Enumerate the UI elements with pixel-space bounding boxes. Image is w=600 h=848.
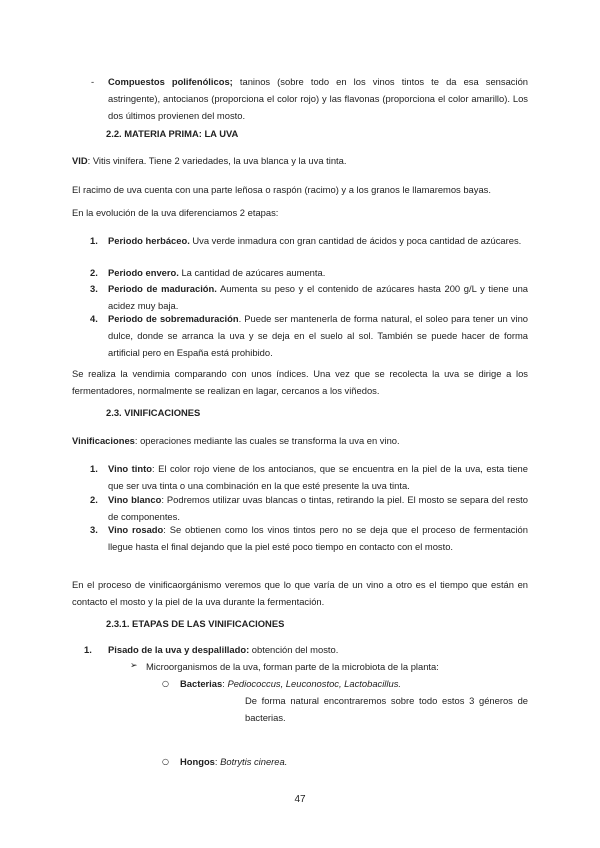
circle-bullet-icon: ○	[162, 679, 169, 688]
etapa-item-maduracion	[108, 280, 528, 314]
dash-bullet: -	[91, 76, 95, 87]
etapa-item-herbaceo	[108, 232, 528, 249]
microorganismos-item: Microorganismos de la uva, forman parte de la microbiota de la planta:	[146, 661, 439, 672]
etapa-term: Periodo envero.	[108, 267, 179, 278]
vinificaciones-term: Vinificaciones	[72, 435, 135, 446]
bacterias-colon: :	[222, 678, 228, 689]
hongos-colon: :	[214, 756, 221, 767]
section-heading-2-2: 2.2. MATERIA PRIMA: LA UVA	[106, 128, 239, 139]
etapa-text: . Puede ser mantenerla de forma natural, el soleo para tener un vino dulce, donde se arranca la uva y se deja en el suelo al sol. También se puede hacer de forma artificial pero en España está prohibido.	[108, 313, 528, 358]
evolucion-intro: En la evolución de la uva diferenciamos 2 etapas:	[72, 207, 279, 218]
etapa-text: Uva verde inmadura con gran cantidad de ácidos y poca cantidad de azúcares.	[189, 235, 522, 246]
polifenolicos-term: Compuestos polifenólicos;	[108, 76, 233, 87]
etapa-vinificacion-number: 1.	[84, 644, 92, 655]
racimo-paragraph: El racimo de uva cuenta con una parte leñosa o raspón (racimo) y a los granos le llamaremos bayas.	[72, 184, 491, 195]
polifenolicos-paragraph	[108, 73, 528, 124]
section-heading-2-3-1: 2.3.1. ETAPAS DE LAS VINIFICACIONES	[106, 618, 285, 629]
etapa-number: 2.	[90, 267, 98, 278]
circle-bullet-icon: ○	[162, 757, 169, 766]
tipo-number: 2.	[90, 494, 98, 505]
etapa-number: 3.	[90, 283, 98, 294]
etapa-term: Periodo herbáceo.	[108, 235, 190, 246]
tipo-text: : El color rojo viene de los antocianos, que se encuentra en la piel de la uva, esta tiene que ser uva tinta o una combinación en la que esté presente la uva tinta.	[108, 463, 528, 491]
etapa-vinificacion-term: Pisado de la uva y despalillado:	[108, 644, 250, 655]
etapa-item-envero	[108, 264, 325, 281]
page-number: 47	[294, 794, 306, 805]
vid-term: VID	[72, 155, 88, 166]
section-heading-2-3: 2.3. VINIFICACIONES	[106, 407, 201, 418]
hongos-species: Botrytis cinerea.	[220, 756, 288, 767]
proceso-paragraph: En el proceso de vinificaorgánismo veremos que lo que varía de un vino a otro es el tiempo que están en contacto el mosto y la piel de la uva durante la fermentación.	[72, 579, 528, 607]
bacterias-item	[180, 675, 401, 692]
bacterias-species: Pediococcus, Leuconostoc, Lactobacillus.	[227, 678, 401, 689]
tipo-text: : Podremos utilizar uvas blancas o tintas, retirando la piel. El mosto se separa del resto de componentes.	[108, 494, 528, 522]
vid-paragraph	[72, 152, 346, 169]
etapa-vinificacion-text: obtención del mosto.	[249, 644, 339, 655]
vendimia-paragraph: Se realiza la vendimia comparando con unos índices. Una vez que se recolecta la uva se dirige a los fermentadores, normalmente se realizan en lagar, cercanos a los viñedos.	[72, 368, 528, 396]
tipo-text: : Se obtienen como los vinos tintos pero no se deja que el proceso de fermentación llegue hasta el final dejando que la piel esté poco tiempo en contacto con el mosto.	[108, 524, 528, 552]
bacterias-term: Bacterias	[180, 678, 223, 689]
tipo-number: 1.	[90, 463, 98, 474]
vinificaciones-text: : operaciones mediante las cuales se transforma la uva en vino.	[134, 435, 400, 446]
etapa-term: Periodo de maduración.	[108, 283, 217, 294]
tipo-term: Vino tinto	[108, 463, 152, 474]
tipo-term: Vino blanco	[108, 494, 162, 505]
tipo-item-blanco	[108, 491, 528, 525]
etapa-number: 4.	[90, 313, 98, 324]
etapa-text: La cantidad de azúcares aumenta.	[178, 267, 326, 278]
polifenolicos-text: taninos (sobre todo en los vinos tintos te da esa sensación astringente), antocianos (proporciona el color rojo) y las flavonas (proporciona el color amarillo). Los dos últimos provienen del mosto.	[108, 76, 528, 121]
tipo-number: 3.	[90, 524, 98, 535]
tipo-item-rosado	[108, 521, 528, 555]
hongos-term: Hongos	[180, 756, 215, 767]
etapa-term: Periodo de sobremaduración	[108, 313, 239, 324]
etapa-text: Aumenta su peso y el contenido de azúcares hasta 200 g/L y tiene una acidez muy baja.	[108, 283, 528, 311]
etapa-number: 1.	[90, 235, 98, 246]
vid-text: : Vitis vinífera. Tiene 2 variedades, la uva blanca y la uva tinta.	[87, 155, 347, 166]
tipo-term: Vino rosado	[108, 524, 164, 535]
arrow-bullet-icon: ➢	[130, 661, 138, 671]
tipo-item-tinto	[108, 460, 528, 494]
etapa-vinificacion-item	[108, 641, 338, 658]
vinificaciones-definition	[72, 432, 400, 449]
bacterias-note: De forma natural encontraremos sobre todo estos 3 géneros de bacterias.	[245, 695, 528, 723]
etapa-item-sobremaduracion	[108, 310, 528, 361]
hongos-item	[180, 753, 287, 770]
